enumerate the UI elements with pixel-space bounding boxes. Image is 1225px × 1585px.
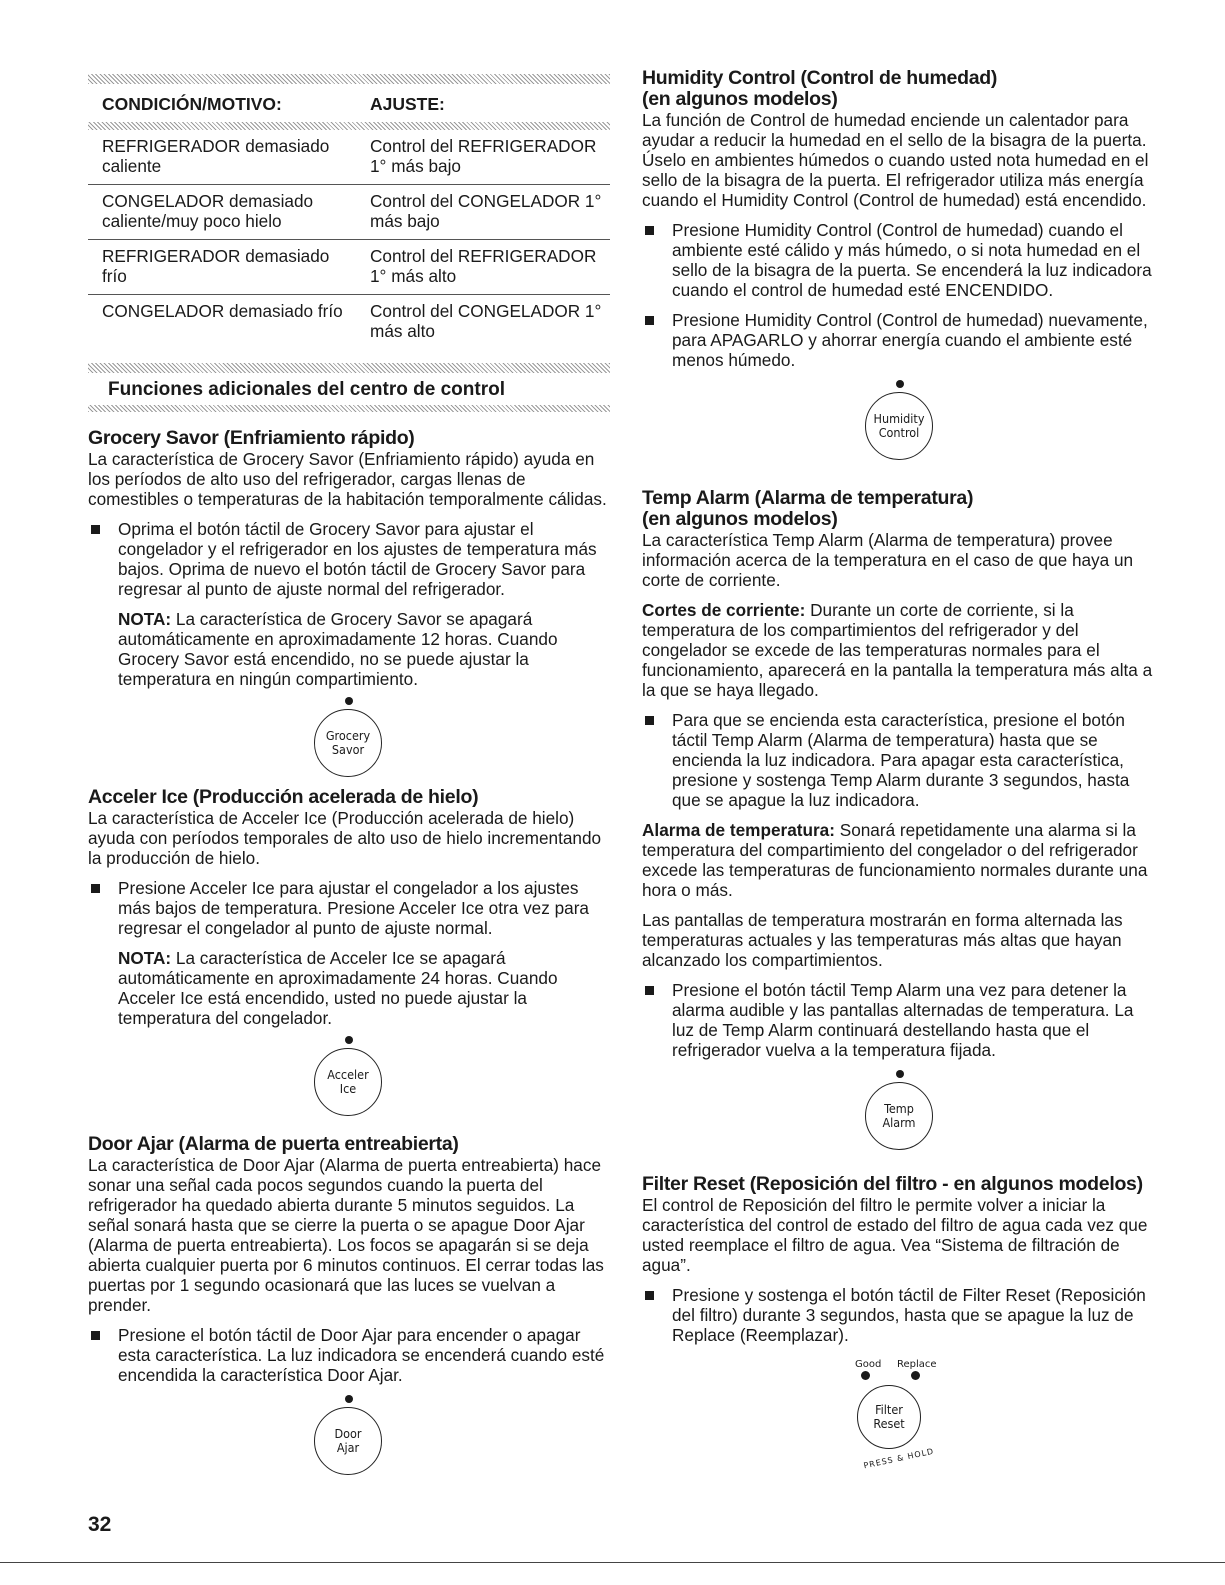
outage-label: Cortes de corriente: xyxy=(642,600,806,620)
door-ajar-button[interactable] xyxy=(314,1395,384,1473)
list-item xyxy=(88,519,610,599)
button-label-line2: Savor xyxy=(331,742,365,757)
filter-reset-control xyxy=(845,1355,955,1471)
button-label-line1: Door xyxy=(334,1426,362,1441)
bullet-icon xyxy=(645,1291,654,1300)
indicator-light-icon xyxy=(896,380,904,388)
temp-alarm xyxy=(642,820,1158,900)
button-label-line1: Acceler xyxy=(327,1067,369,1082)
temp-heading: Temp Alarm (Alarma de temperatura) xyxy=(642,487,974,509)
alarm-label: Alarma de temperatura: xyxy=(642,820,835,840)
button-label-line1: Grocery xyxy=(325,728,371,743)
door-intro: La característica de Door Ajar (Alarma de puerta entreabierta) hace sonar una señal cada pocos segundos cuando la puerta del refrigerador ha quedado abierta durante 5 minutos seguidos. La señal sonará hasta que se cierre la puerta o se apague Door Ajar (Alarma de puerta entreabierta). Los focos se apagarán si se deja abierta cualquier puerta por 6 minutos continuos. El cerrar todas las puertas por 1 segundo ocasionará que las luces se vuelvan a prender. xyxy=(88,1155,604,1315)
table-cell-condition: CONGELADOR demasiado caliente/muy poco hielo xyxy=(88,185,356,240)
temp-intro: La característica Temp Alarm (Alarma de temperatura) provee información acerca de la temperatura en el caso de que haya un corte de corriente. xyxy=(642,530,1134,590)
indicator-light-icon xyxy=(345,1395,353,1403)
list-item xyxy=(88,878,610,938)
temp-subheading: (en algunos modelos) xyxy=(642,508,838,530)
button-label-line2: Alarm xyxy=(882,1115,916,1130)
grocery-note xyxy=(88,609,610,689)
list-item xyxy=(642,310,1158,370)
table-row xyxy=(88,240,610,295)
button-ring xyxy=(314,709,382,777)
door-bullet-text: Presione el botón táctil de Door Ajar para encender o apagar esta característica. La luz indicadora se encenderá cuando esté encendida la característica Door Ajar. xyxy=(118,1325,605,1385)
humidity-bullet1-text: Presione Humidity Control (Control de humedad) cuando el ambiente esté cálido y más húmedo, o si nota humedad en el sello de la bisagra de la puerta. Se encenderá la luz indicadora cuando el control de humedad esté ENCENDIDO. xyxy=(672,220,1152,300)
note-text: La característica de Acceler Ice se apagará automáticamente en aproximadamente 24 horas. Cuando Acceler Ice está encendido, usted no puede ajustar la temperatura del congelador. xyxy=(118,948,558,1028)
button-ring xyxy=(865,392,933,460)
list-item xyxy=(642,710,1158,810)
temp-outage xyxy=(642,600,1158,700)
button-ring xyxy=(314,1048,382,1116)
table-header-adjust: AJUSTE: xyxy=(370,94,445,114)
indicator-light-icon xyxy=(896,1070,904,1078)
good-label: Good xyxy=(855,1359,882,1370)
humidity-heading: Humidity Control (Control de humedad) xyxy=(642,67,998,89)
acceler-ice-button[interactable] xyxy=(314,1036,384,1114)
section-bottom-rule xyxy=(88,405,610,412)
table-cell-adjust: Control del REFRIGERADOR 1° más alto xyxy=(356,240,610,295)
grocery-intro: La característica de Grocery Savor (Enfriamiento rápido) ayuda en los períodos de alto uso del refrigerador, cargas llenas de comestibles o temperaturas de la habitación temporalmente cálidas. xyxy=(88,449,607,509)
replace-label: Replace xyxy=(897,1359,937,1370)
alarm-text: Sonará repetidamente una alarma si la temperatura del compartimiento del congelador o del refrigerador excede las temperaturas de funcionamiento normales durante una hora o más. xyxy=(642,820,1148,900)
button-label-line1: Filter xyxy=(875,1402,903,1417)
table-row xyxy=(88,295,610,350)
indicator-light-icon xyxy=(345,1036,353,1044)
adjustment-table xyxy=(88,84,610,349)
left-column xyxy=(88,0,610,1473)
button-ring xyxy=(865,1082,933,1150)
humidity-intro: La función de Control de humedad enciende un calentador para ayudar a reducir la humedad en el sello de la bisagra de la puerta. Úselo en ambientes húmedos o cuando usted nota humedad en el sello de la bisagra de la puerta. El refrigerador utiliza más energía cuando el Humidity Control (Control de humedad) está encendido. xyxy=(642,110,1149,210)
table-cell-condition: REFRIGERADOR demasiado caliente xyxy=(102,136,330,176)
good-indicator-icon xyxy=(861,1371,870,1380)
page-number: 32 xyxy=(88,1513,112,1536)
list-item xyxy=(642,980,1158,1060)
button-label-line2: Reset xyxy=(873,1416,905,1431)
filter-intro: El control de Reposición del filtro le permite volver a iniciar la característica del control de estado del filtro de agua cada vez que usted reemplace el filtro de agua. Vea “Sistema de filtración de agua”. xyxy=(642,1195,1148,1275)
filter-heading: Filter Reset (Reposición del filtro - en algunos modelos) xyxy=(642,1173,1143,1195)
bullet-icon xyxy=(91,525,100,534)
temp-bullet2-text: Presione el botón táctil Temp Alarm una vez para detener la alarma audible y las pantallas alternadas de temperatura. La luz de Temp Alarm continuará destellando hasta que el refrigerador vuelva a la temperatura fijada. xyxy=(672,980,1134,1060)
button-label-line2: Control xyxy=(878,425,920,440)
replace-indicator-icon xyxy=(911,1371,920,1380)
filter-bullet-text: Presione y sostenga el botón táctil de Filter Reset (Reposición del filtro) durante 3 segundos, hasta que se apague la luz de Replace (Reemplazar). xyxy=(672,1285,1146,1345)
temp-displays: Las pantallas de temperatura mostrarán en forma alternada las temperaturas actuales y las temperaturas más altas que hayan alcanzado los compartimientos. xyxy=(642,910,1123,970)
table-cell-adjust: Control del REFRIGERADOR 1° más bajo xyxy=(370,136,597,176)
humidity-subheading: (en algunos modelos) xyxy=(642,88,838,110)
temp-bullet1-text: Para que se encienda esta característica, presione el botón táctil Temp Alarm (Alarma de temperatura) hasta que se encienda la luz indicadora. Para apagar esta característica, presione y sostenga Temp Alarm durante 3 segundos, hasta que se apague la luz indicadora. xyxy=(672,710,1130,810)
indicator-light-icon xyxy=(345,697,353,705)
table-row xyxy=(88,130,610,185)
table-header-condition: CONDICIÓN/MOTIVO: xyxy=(102,94,282,114)
button-label-line1: Humidity xyxy=(873,411,925,426)
button-label-line1: Temp xyxy=(884,1101,914,1116)
section-title: Funciones adicionales del centro de control xyxy=(108,379,505,400)
humidity-control-button[interactable] xyxy=(865,380,935,458)
grocery-heading: Grocery Savor (Enfriamiento rápido) xyxy=(88,427,415,449)
outage-text: Durante un corte de corriente, si la temperatura de los compartimientos del refrigerador y del congelador se excede de las temperaturas normales para el funcionamiento, aparecerá en la pantalla la temperatura más alta a la que se haya llegado. xyxy=(642,600,1153,700)
table-top-rule xyxy=(88,74,610,84)
bullet-icon xyxy=(91,1331,100,1340)
button-ring xyxy=(314,1407,382,1475)
table-cell-condition: CONGELADOR demasiado frío xyxy=(88,295,356,350)
bullet-icon xyxy=(91,884,100,893)
temp-alarm-button[interactable] xyxy=(865,1070,935,1148)
bullet-icon xyxy=(645,986,654,995)
list-item xyxy=(642,1285,1158,1345)
door-heading: Door Ajar (Alarma de puerta entreabierta) xyxy=(88,1133,459,1155)
note-label: NOTA: xyxy=(118,948,172,968)
list-item xyxy=(642,220,1158,300)
table-cell-condition: REFRIGERADOR demasiado frío xyxy=(88,240,356,295)
accel-note xyxy=(88,948,610,1028)
accel-intro: La característica de Acceler Ice (Producción acelerada de hielo) ayuda con períodos temporales de alto uso de hielo incrementando la producción de hielo. xyxy=(88,808,602,868)
table-cell-adjust: Control del CONGELADOR 1° más bajo xyxy=(356,185,610,240)
accel-heading: Acceler Ice (Producción acelerada de hielo) xyxy=(88,786,479,808)
list-item xyxy=(88,1325,610,1385)
note-text: La característica de Grocery Savor se apagará automáticamente en aproximadamente 12 horas. Cuando Grocery Savor está encendido, no se puede ajustar la temperatura en ningún compartimiento. xyxy=(118,609,558,689)
button-label-line2: Ajar xyxy=(336,1440,360,1455)
humidity-bullet2-text: Presione Humidity Control (Control de humedad) nuevamente, para APAGARLO y ahorrar energía cuando el ambiente esté menos húmedo. xyxy=(672,310,1148,370)
bullet-icon xyxy=(645,226,654,235)
grocery-bullet-text: Oprima el botón táctil de Grocery Savor para ajustar el congelador y el refrigerador en los ajustes de temperatura más bajos. Oprima de nuevo el botón táctil de Grocery Savor para regresar al punto de ajuste normal del refrigerador. xyxy=(118,519,597,599)
table-row xyxy=(88,185,610,240)
right-column xyxy=(642,0,1158,1471)
section-top-rule xyxy=(88,363,610,373)
bullet-icon xyxy=(645,716,654,725)
filter-reset-button[interactable] xyxy=(857,1385,921,1449)
press-hold-label: PRESS & HOLD xyxy=(862,1446,935,1471)
accel-bullet-text: Presione Acceler Ice para ajustar el congelador a los ajustes más bajos de temperatura. Presione Acceler Ice otra vez para regresar el congelador al punto de ajuste normal. xyxy=(118,878,589,938)
table-cell-adjust: Control del CONGELADOR 1° más alto xyxy=(356,295,610,350)
grocery-savor-button[interactable] xyxy=(314,697,384,775)
bullet-icon xyxy=(645,316,654,325)
page-bottom-rule xyxy=(0,1562,1225,1563)
button-label-line2: Ice xyxy=(339,1081,357,1096)
note-label: NOTA: xyxy=(118,609,172,629)
